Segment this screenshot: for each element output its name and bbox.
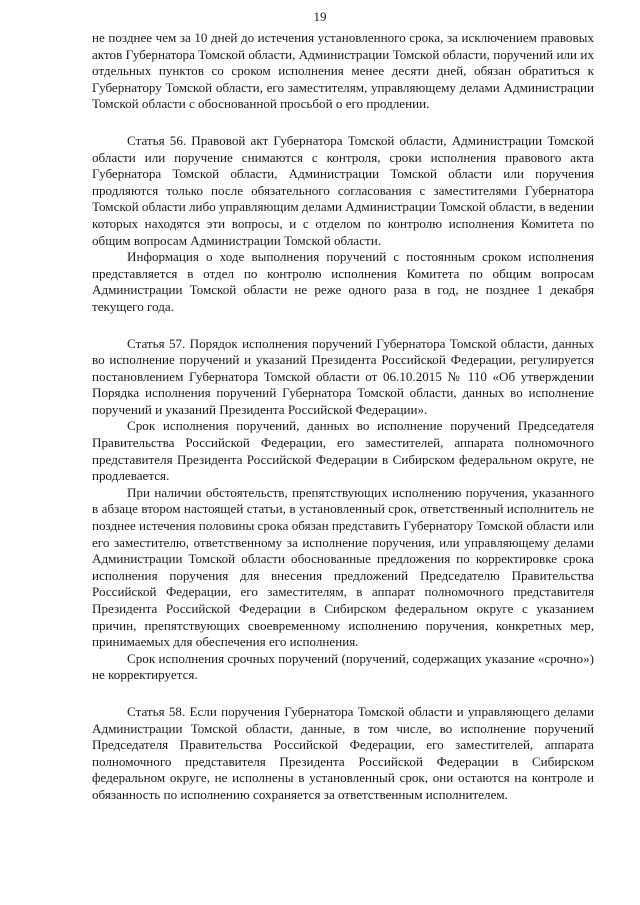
paragraph-continuation: не позднее чем за 10 дней до истечения установленного срока, за исключением правовых актов Губернатора Томской области, Администрации Томской области, поручений или их отдельных пунктов со сроком исполнения менее десяти дней, обязан обратиться к Губернатору Томской области, его заместителям, управляющему делами Администрации Томской области с обоснованной просьбой о его продлении. bbox=[92, 30, 594, 112]
document-body bbox=[92, 30, 594, 804]
article-57-deadline-paragraph: Срок исполнения поручений, данных во исполнение поручений Председателя Правительства Российской Федерации, его заместителей, аппарата полномочного представителя Президента Российской Федерации в Сибирском федеральном округе, не продлевается. bbox=[92, 418, 594, 484]
page-number: 19 bbox=[313, 9, 327, 24]
article-56-info-paragraph: Информация о ходе выполнения поручений с постоянным сроком исполнения представляется в отдел по контролю исполнения Комитета по общим вопросам Администрации Томской области не реже одного раза в год, не позднее 1 декабря текущего года. bbox=[92, 249, 594, 314]
article-57-paragraph: Статья 57. Порядок исполнения поручений Губернатора Томской области, данных во исполнение поручений и указаний Президента Российской Федерации, регулируется постановлением Губернатора Томской области от 06.10.2015 № 110 «Об утверждении Порядка исполнения поручений Губернатора Томской области, данных во исполнение поручений и указаний Президента Российской Федерации». bbox=[92, 335, 594, 417]
article-57-urgent-paragraph: Срок исполнения срочных поручений (поручений, содержащих указание «срочно») не корректируется. bbox=[92, 650, 594, 683]
article-57-circumstances-paragraph: При наличии обстоятельств, препятствующих исполнению поручения, указанного в абзаце втором настоящей статьи, в установленный срок, ответственный исполнитель не позднее истечения половины срока обязан представить Губернатору Томской области или его заместителю, ответственному за исполнение поручения, или управляющему делами Администрации Томской области обоснованные предложения по корректировке срока исполнения поручения для внесения предложений Председателю Правительства Российской Федерации, его заместителям, в аппарат полномочного представителя Президента Российской Федерации в Сибирском федеральном округе с указанием причин, препятствующих своевременному исполнению поручения, конкретных мер, принимаемых для обеспечения его исполнения. bbox=[92, 484, 594, 650]
article-56-paragraph: Статья 56. Правовой акт Губернатора Томской области, Администрации Томской области или поручение снимаются с контроля, сроки исполнения правового акта Губернатора Томской области, Администрации Томской области или поручения продляются только после обязательного согласования с заместителями Губернатора Томской области либо управляющим делами Администрации Томской области, в ведении которых находятся эти вопросы, и с отделом по контролю исполнения Комитета по общим вопросам Администрации Томской области. bbox=[92, 132, 595, 248]
article-58-paragraph: Статья 58. Если поручения Губернатора Томской области и управляющего делами Администрации Томской области, данные, в том числе, во исполнение поручений Председателя Правительства Российской Федерации, его заместителей, аппарата полномочного представителя Президента Российской Федерации в Сибирском федеральном округе, не исполнены в установленный срок, они остаются на контроле и обязанность по исполнению сохраняется за ответственным исполнителем. bbox=[92, 703, 594, 802]
